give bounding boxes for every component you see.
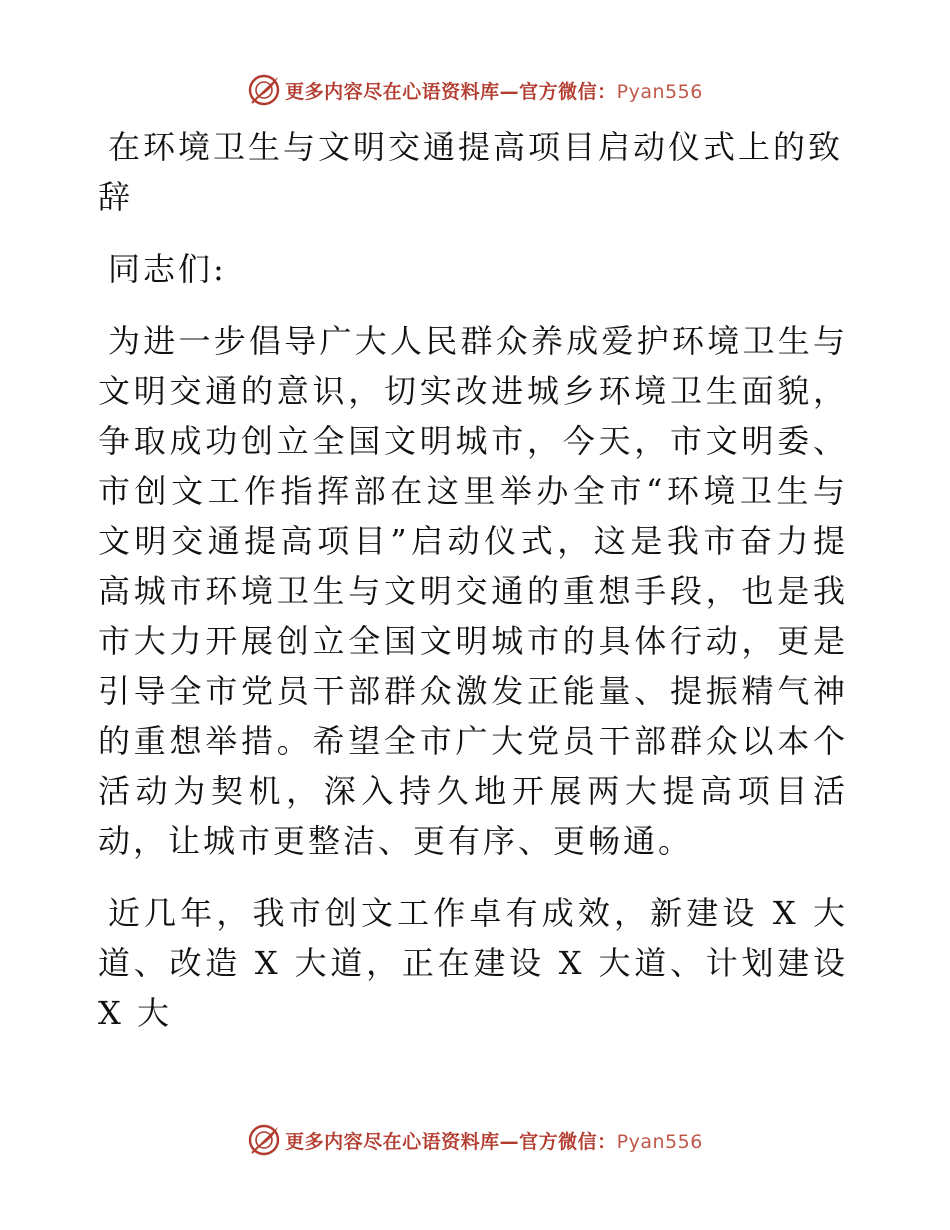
paragraph-1: 为进一步倡导广大人民群众养成爱护环境卫生与文明交通的意识，切实改进城乡环境卫生面貌，争取成功创立全国文明城市，今天，市文明委、市创文工作指挥部在这里举办全市“环境卫生与文明交通提高项目”启动仪式，这是我市奋力提高城市环境卫生与文明交通的重想手段，也是我市大力开展创立全国文明城市的具体行动，更是引导全市党员干部群众激发正能量、提振精气神的重想举措。希望全市广大党员干部群众以本个活动为契机，深入持久地开展两大提高项目活动，让城市更整洁、更有序、更畅通。 (98, 322, 848, 860)
header-banner (0, 72, 950, 108)
paragraph-2: 近几年，我市创文工作卓有成效，新建设 X 大道、改造 X 大道，正在建设 X 大道、计划建设 X 大 (98, 894, 848, 1032)
feather-logo-icon (247, 1123, 281, 1157)
document-title: 在环境卫生与文明交通提高项目启动仪式上的致辞 (98, 128, 844, 216)
document-body (98, 122, 848, 1060)
salutation: 同志们: (108, 250, 227, 288)
footer-banner-contact: Pyan556 (616, 1130, 703, 1153)
footer-banner-text: 更多内容尽在心语资料库—官方微信：Pyan556 (285, 1130, 703, 1153)
header-banner-text: 更多内容尽在心语资料库—官方微信：Pyan556 (285, 80, 703, 103)
feather-logo-icon (247, 73, 281, 107)
footer-banner (0, 1122, 950, 1158)
header-banner-contact: Pyan556 (616, 80, 703, 103)
